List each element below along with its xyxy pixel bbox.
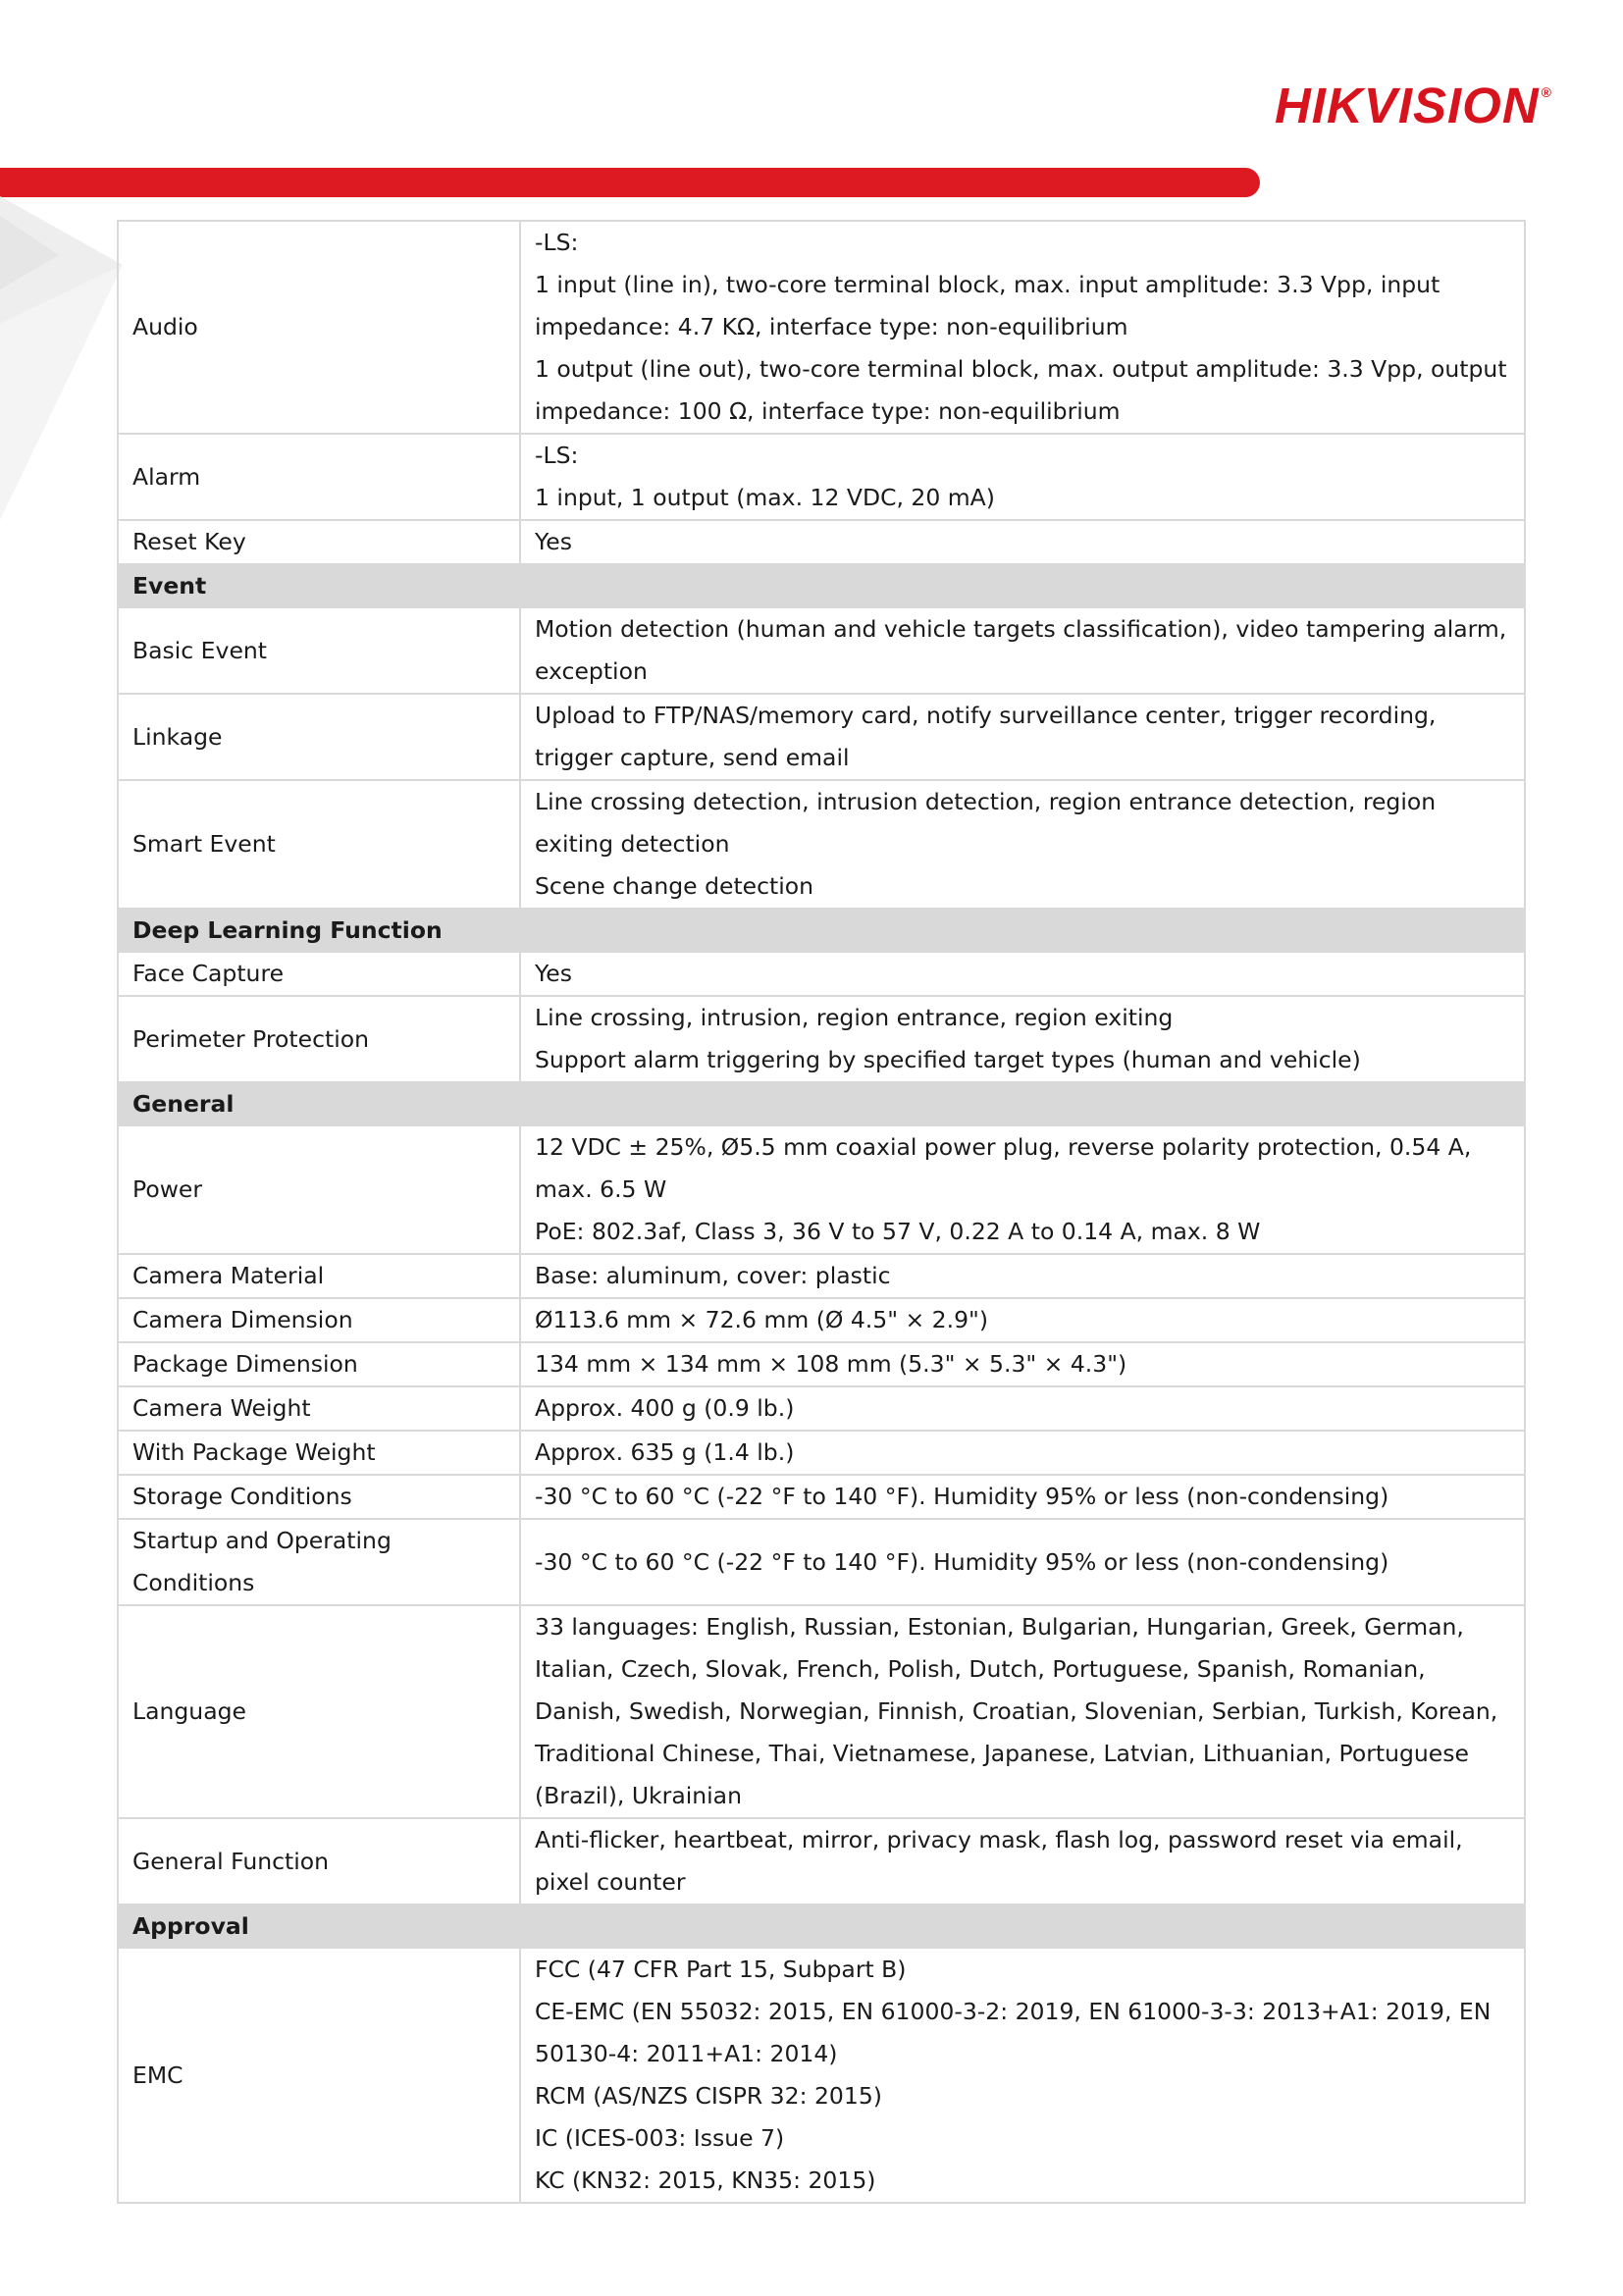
spec-row [118, 1475, 1525, 1519]
spec-row [118, 1342, 1525, 1386]
spec-label: General Function [118, 1818, 520, 1905]
spec-value-line: FCC (47 CFR Part 15, Subpart B) [535, 1956, 907, 1983]
spec-value-line: 33 languages: English, Russian, Estonian, Bulgarian, Hungarian, Greek, German, Italian, Czech, Slovak, French, Polish, Dutch, Portuguese, Spanish, Romanian, Danish, Swedish, Norwegian, Finnish, Croatian, Slovenian, Serbian, Turkish, Korean, Traditional Chinese, Thai, Vietnamese, Japanese, Latvian, Lithuanian, Portuguese (Brazil), Ukrainian [535, 1613, 1498, 1809]
section-header-row [118, 1905, 1525, 1948]
spec-row [118, 1431, 1525, 1475]
section-header-row [118, 1082, 1525, 1125]
spec-value [520, 434, 1525, 520]
spec-value-line: Yes [535, 960, 572, 987]
spec-label: Face Capture [118, 952, 520, 996]
spec-value [520, 1948, 1525, 2203]
section-title: General [118, 1082, 1525, 1125]
spec-value [520, 1254, 1525, 1298]
spec-value [520, 1818, 1525, 1905]
spec-row [118, 607, 1525, 694]
spec-label: Language [118, 1605, 520, 1818]
spec-value [520, 952, 1525, 996]
spec-label: Audio [118, 221, 520, 434]
spec-label: Linkage [118, 694, 520, 780]
hikvision-logo: HIKVISION ® [1274, 78, 1552, 133]
spec-value [520, 1605, 1525, 1818]
spec-row [118, 996, 1525, 1082]
spec-row [118, 1818, 1525, 1905]
spec-value [520, 221, 1525, 434]
spec-value-line: 134 mm × 134 mm × 108 mm (5.3" × 5.3" × 4.3") [535, 1350, 1127, 1378]
spec-row [118, 1254, 1525, 1298]
spec-row [118, 1298, 1525, 1342]
spec-value-line: 1 input, 1 output (max. 12 VDC, 20 mA) [535, 484, 995, 511]
spec-row [118, 694, 1525, 780]
spec-value-line: Approx. 635 g (1.4 lb.) [535, 1438, 795, 1466]
section-header-row [118, 564, 1525, 607]
spec-value [520, 520, 1525, 564]
spec-row [118, 520, 1525, 564]
header-red-bar [0, 168, 1260, 197]
spec-table [117, 220, 1526, 2204]
spec-value-line: Approx. 400 g (0.9 lb.) [535, 1394, 795, 1422]
spec-label: Reset Key [118, 520, 520, 564]
spec-value [520, 1386, 1525, 1431]
spec-label: Power [118, 1125, 520, 1254]
spec-value-line: Line crossing, intrusion, region entrance, region exiting [535, 1004, 1174, 1031]
spec-value [520, 607, 1525, 694]
spec-value [520, 1475, 1525, 1519]
spec-value [520, 1519, 1525, 1605]
spec-label: Camera Material [118, 1254, 520, 1298]
spec-value [520, 694, 1525, 780]
spec-value-line: Motion detection (human and vehicle targets classification), video tampering alarm, exception [535, 615, 1507, 685]
spec-value-line: Upload to FTP/NAS/memory card, notify surveillance center, trigger recording, trigger capture, send email [535, 702, 1437, 771]
spec-value-line: -30 °C to 60 °C (-22 °F to 140 °F). Humidity 95% or less (non-condensing) [535, 1483, 1389, 1510]
spec-value-line: 1 output (line out), two-core terminal block, max. output amplitude: 3.3 Vpp, output impedance: 100 Ω, interface type: non-equilibrium [535, 355, 1507, 425]
section-header-row [118, 909, 1525, 952]
spec-label: Camera Weight [118, 1386, 520, 1431]
decorative-shape-graphic [0, 196, 128, 530]
spec-value [520, 1342, 1525, 1386]
spec-label: Camera Dimension [118, 1298, 520, 1342]
spec-label: Alarm [118, 434, 520, 520]
spec-row [118, 780, 1525, 909]
spec-value-line: -LS: [535, 229, 579, 256]
spec-label: Perimeter Protection [118, 996, 520, 1082]
spec-value-line: Line crossing detection, intrusion detection, region entrance detection, region exiting detection [535, 788, 1437, 858]
spec-row [118, 1948, 1525, 2203]
spec-value [520, 996, 1525, 1082]
spec-value-line: RCM (AS/NZS CISPR 32: 2015) [535, 2082, 882, 2110]
spec-value-line: Scene change detection [535, 872, 814, 900]
spec-value [520, 780, 1525, 909]
spec-value-line: IC (ICES-003: Issue 7) [535, 2124, 785, 2152]
spec-value-line: Yes [535, 528, 572, 555]
spec-value [520, 1125, 1525, 1254]
spec-value-line: Support alarm triggering by specified target types (human and vehicle) [535, 1046, 1361, 1073]
spec-row [118, 1125, 1525, 1254]
spec-label: With Package Weight [118, 1431, 520, 1475]
spec-value-line: KC (KN32: 2015, KN35: 2015) [535, 2166, 876, 2194]
spec-row [118, 1519, 1525, 1605]
spec-value-line: 1 input (line in), two-core terminal block, max. input amplitude: 3.3 Vpp, input impedance: 4.7 KΩ, interface type: non-equilibrium [535, 271, 1440, 340]
spec-label: Smart Event [118, 780, 520, 909]
spec-label: Startup and Operating Conditions [118, 1519, 520, 1605]
spec-value [520, 1431, 1525, 1475]
spec-value-line: CE-EMC (EN 55032: 2015, EN 61000-3-2: 2019, EN 61000-3-3: 2013+A1: 2019, EN 50130-4: 2011+A1: 2014) [535, 1998, 1492, 2067]
section-title: Approval [118, 1905, 1525, 1948]
spec-value-line: -LS: [535, 442, 579, 469]
spec-label: Basic Event [118, 607, 520, 694]
spec-row [118, 1605, 1525, 1818]
spec-value [520, 1298, 1525, 1342]
spec-value-line: PoE: 802.3af, Class 3, 36 V to 57 V, 0.22 A to 0.14 A, max. 8 W [535, 1218, 1261, 1245]
spec-row [118, 434, 1525, 520]
spec-label: EMC [118, 1948, 520, 2203]
spec-value-line: Anti-flicker, heartbeat, mirror, privacy mask, flash log, password reset via email, pixel counter [535, 1826, 1463, 1896]
spec-value-line: Ø113.6 mm × 72.6 mm (Ø 4.5" × 2.9") [535, 1306, 989, 1333]
spec-value-line: -30 °C to 60 °C (-22 °F to 140 °F). Humidity 95% or less (non-condensing) [535, 1547, 1389, 1576]
spec-row [118, 221, 1525, 434]
section-title: Deep Learning Function [118, 909, 1525, 952]
spec-value-line: 12 VDC ± 25%, Ø5.5 mm coaxial power plug, reverse polarity protection, 0.54 A, max. 6.5 W [535, 1133, 1472, 1203]
spec-label: Package Dimension [118, 1342, 520, 1386]
spec-label: Storage Conditions [118, 1475, 520, 1519]
section-title: Event [118, 564, 1525, 607]
spec-value-line: Base: aluminum, cover: plastic [535, 1262, 891, 1289]
spec-row [118, 952, 1525, 996]
spec-row [118, 1386, 1525, 1431]
